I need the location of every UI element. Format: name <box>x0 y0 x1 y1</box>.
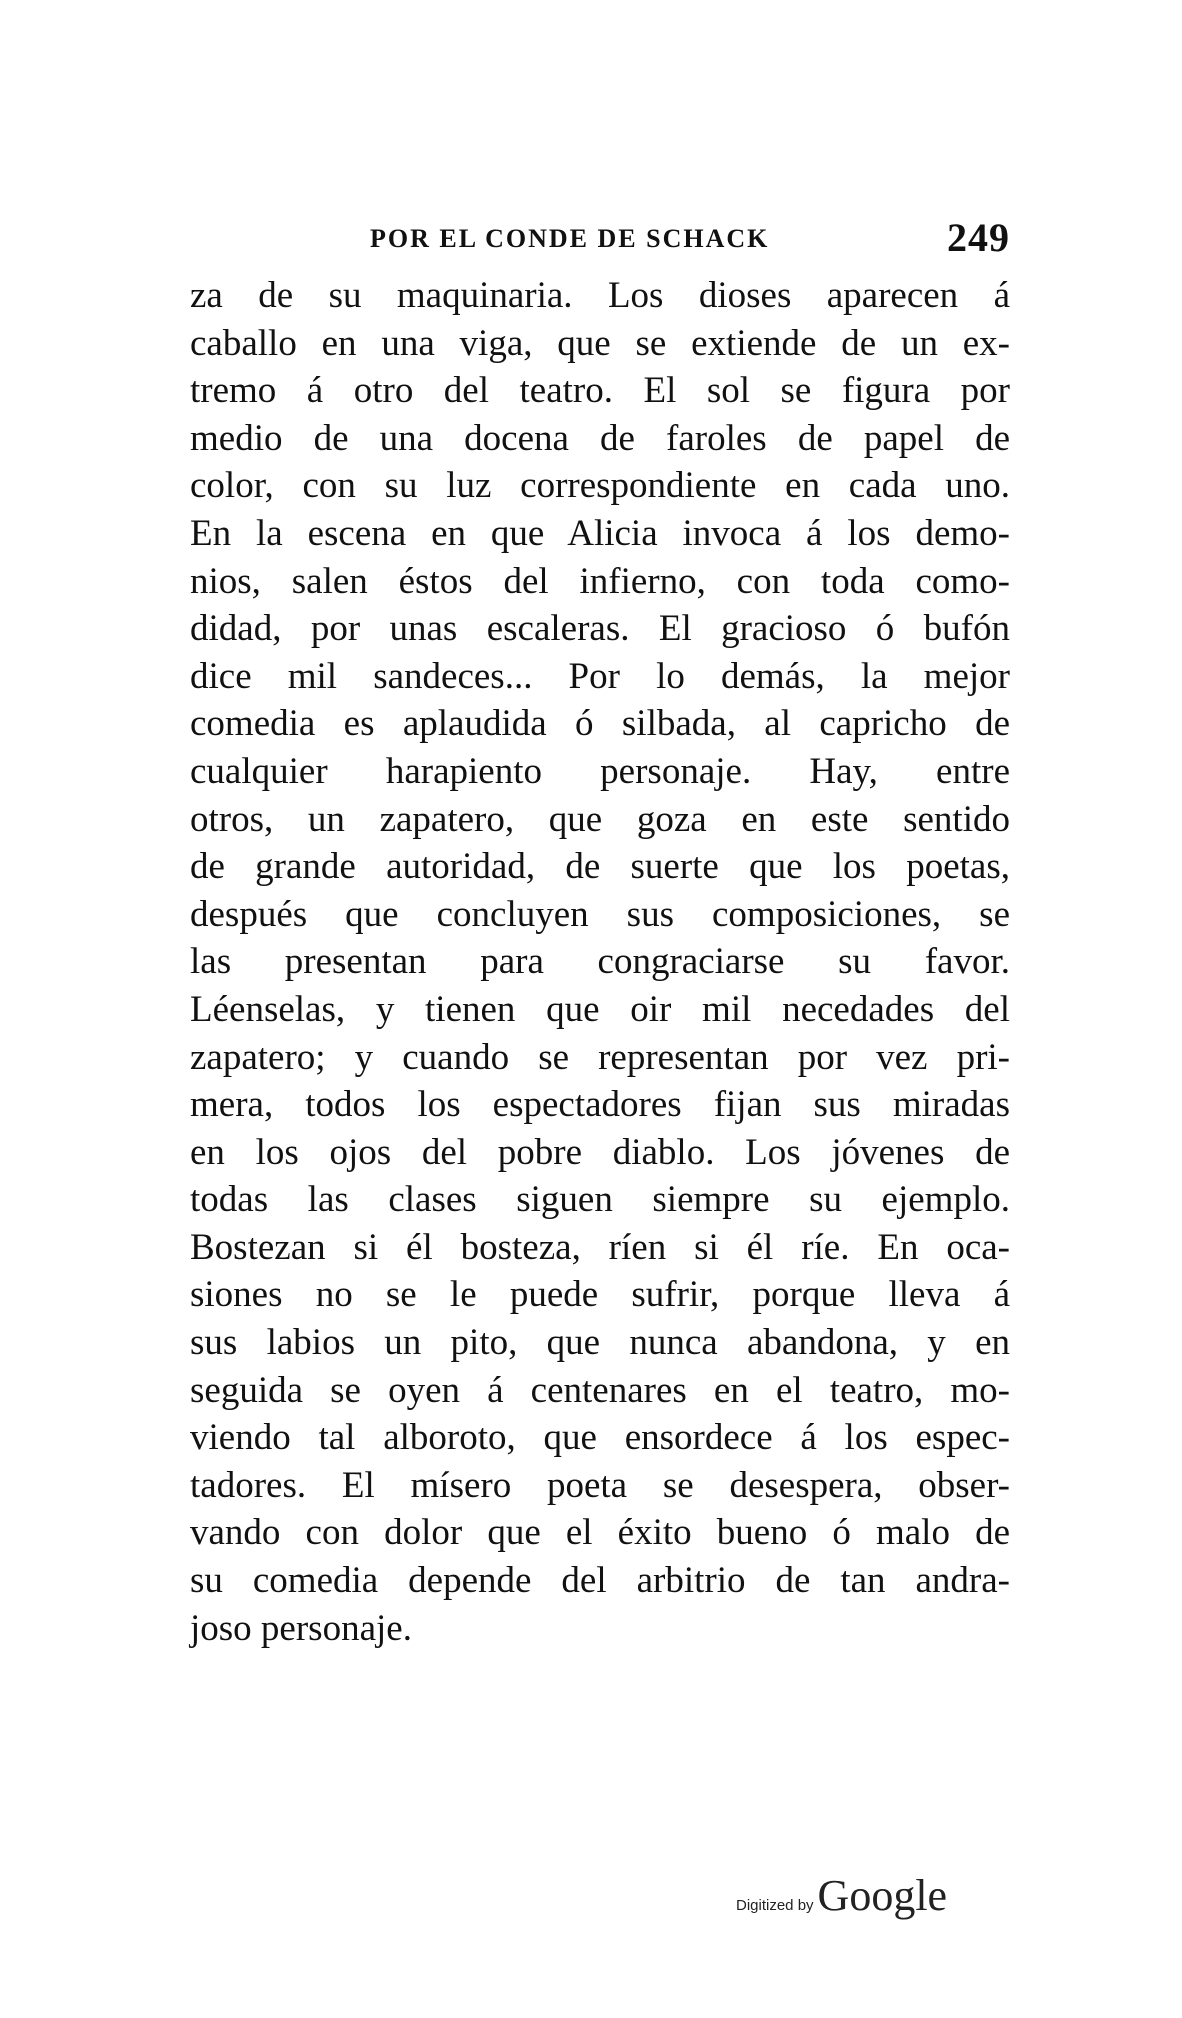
text-line: cualquier harapiento personaje. Hay, entre <box>190 750 1010 792</box>
text-line: caballo en una viga, que se extiende de un ex- <box>190 322 1010 364</box>
text-line: dice mil sandeces... Por lo demás, la mejor <box>190 655 1010 697</box>
text-line: viendo tal alboroto, que ensordece á los espec- <box>190 1417 1010 1459</box>
text-line: en los ojos del pobre diablo. Los jóvenes de <box>190 1131 1010 1173</box>
text-line: tremo á otro del teatro. El sol se figura por <box>190 370 1010 412</box>
text-line: seguida se oyen á centenares en el teatro, mo- <box>190 1369 1010 1411</box>
text-line: vando con dolor que el éxito bueno ó malo de <box>190 1512 1010 1554</box>
text-line: las presentan para congraciarse su favor. <box>190 941 1010 983</box>
text-line: didad, por unas escaleras. El gracioso ó bufón <box>190 608 1010 650</box>
digitized-label: Digitized by <box>736 1897 814 1914</box>
text-line: sus labios un pito, que nunca abandona, y en <box>190 1322 1010 1364</box>
digitized-by-google-stamp <box>736 1870 947 1920</box>
text-line: siones no se le puede sufrir, porque lleva á <box>190 1274 1010 1316</box>
text-line: Bostezan si él bosteza, ríen si él ríe. En oca- <box>190 1226 1010 1268</box>
text-line: después que concluyen sus composiciones, se <box>190 893 1010 935</box>
text-line: mera, todos los espectadores fijan sus miradas <box>190 1084 1010 1126</box>
text-line: tadores. El mísero poeta se desespera, obser- <box>190 1464 1010 1506</box>
text-line: medio de una docena de faroles de papel de <box>190 417 1010 459</box>
running-head <box>190 214 1010 262</box>
google-wordmark: Google <box>817 1871 948 1920</box>
running-title: POR EL CONDE DE SCHACK <box>370 224 770 253</box>
text-line: comedia es aplaudida ó silbada, al capricho de <box>190 703 1010 745</box>
text-line: su comedia depende del arbitrio de tan andra- <box>190 1560 1010 1602</box>
text-line: de grande autoridad, de suerte que los poetas, <box>190 846 1010 888</box>
text-line: za de su maquinaria. Los dioses aparecen á <box>190 275 1010 316</box>
text-line: En la escena en que Alicia invoca á los demo- <box>190 512 1010 554</box>
text-line: zapatero; y cuando se representan por vez pri- <box>190 1036 1010 1078</box>
text-line: Léenselas, y tienen que oir mil necedades del <box>190 988 1010 1030</box>
text-line: color, con su luz correspondiente en cada uno. <box>190 465 1010 507</box>
body-text <box>190 272 1010 1652</box>
text-line: nios, salen éstos del infierno, con toda como- <box>190 560 1010 602</box>
text-line: otros, un zapatero, que goza en este sentido <box>190 798 1010 840</box>
text-line-last: joso personaje. <box>190 1607 412 1649</box>
text-line: todas las clases siguen siempre su ejemplo. <box>190 1179 1010 1221</box>
page-number: 249 <box>947 215 1010 260</box>
